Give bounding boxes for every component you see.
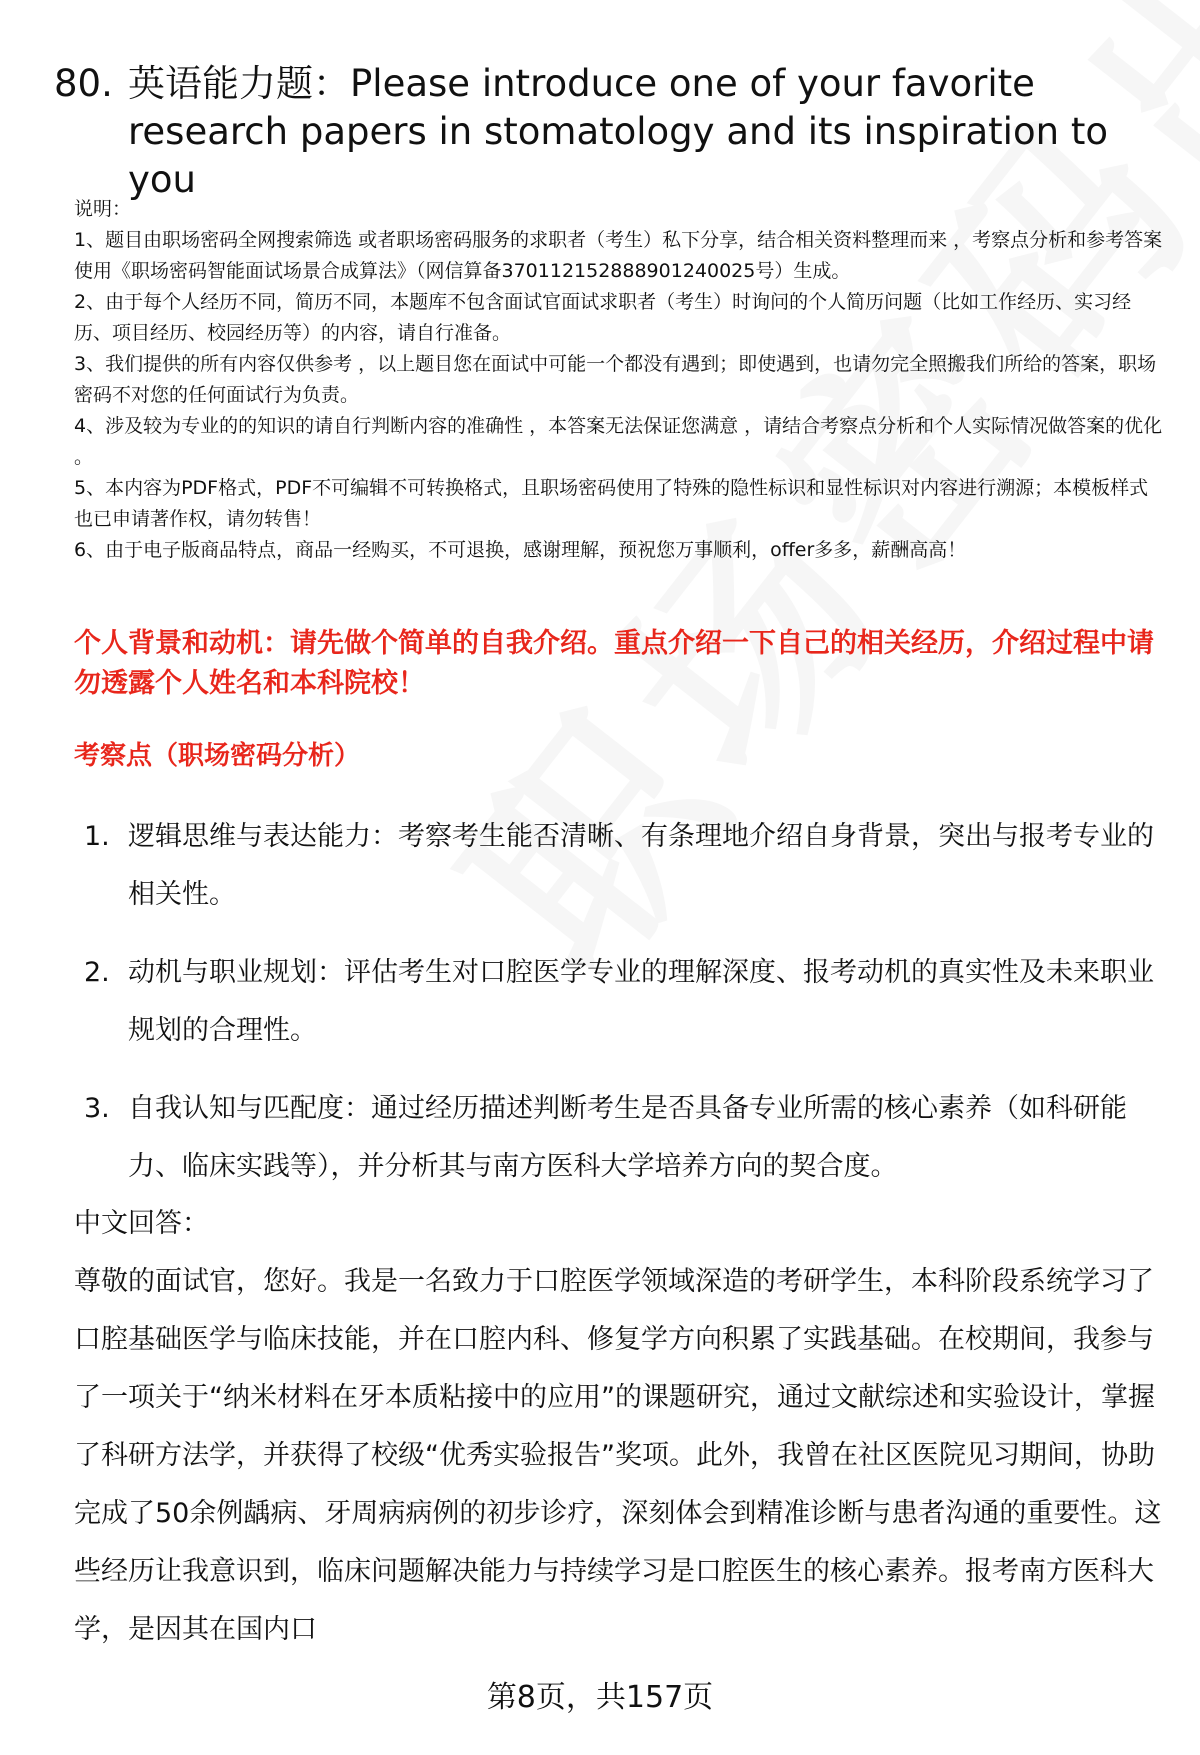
note-item: 3、我们提供的所有内容仅供参考 ，以上题目您在面试中可能一个都没有遇到；即使遇到，也请勿完全照搬我们所给的答案，职场密码不对您的任何面试行为负责。 [74,353,1157,406]
question-number: 80. [54,62,113,105]
background-heading: 个人背景和动机：请先做个简单的自我介绍。重点介绍一下自己的相关经历，介绍过程中请勿透露个人姓名和本科院校！ [74,628,1154,699]
note-item: 4、涉及较为专业的的知识的请自行判断内容的准确性 ，本答案无法保证您满意 ，请结合考察点分析和个人实际情况做答案的优化 。 [74,415,1163,468]
notes-block [74,194,1164,566]
list-item [84,944,1164,1060]
note-item: 2、由于每个人经历不同，简历不同，本题库不包含面试官面试求职者（考生）时询问的个人简历问题（比如工作经历、实习经历、项目经历、校园经历等）的内容，请自行准备。 [74,291,1132,344]
point-text: 动机与职业规划：评估考生对口腔医学专业的理解深度、报考动机的真实性及未来职业规划的合理性。 [128,957,1154,1046]
page-footer: 第8页，共157页 [486,1680,714,1715]
note-item: 5、本内容为PDF格式，PDF不可编辑不可转换格式，且职场密码使用了特殊的隐性标识和显性标识对内容进行溯源；本模板样式也已申请著作权，请勿转售！ [74,477,1149,530]
point-number: 3. [84,1093,110,1124]
point-number: 2. [84,957,110,988]
list-item [84,808,1164,924]
answer-body: 尊敬的面试官，您好。我是一名致力于口腔医学领域深造的考研学生，本科阶段系统学习了口腔基础医学与临床技能，并在口腔内科、修复学方向积累了实践基础。在校期间，我参与了一项关于“纳米材料在牙本质粘接中的应用”的课题研究，通过文献综述和实验设计，掌握了科研方法学，并获得了校级“优秀实验报告”奖项。此外，我曾在社区医院见习期间，协助完成了50余例龋病、牙周病病例的初步诊疗，深刻体会到精准诊断与患者沟通的重要性。这些经历让我意识到，临床问题解决能力与持续学习是口腔医生的核心素养。报考南方医科大学，是因其在国内口 [74,1266,1162,1645]
point-text: 自我认知与匹配度：通过经历描述判断考生是否具备专业所需的核心素养（如科研能力、临床实践等），并分析其与南方医科大学培养方向的契合度。 [128,1093,1127,1182]
point-text: 逻辑思维与表达能力：考察考生能否清晰、有条理地介绍自身背景，突出与报考专业的相关性。 [128,821,1154,910]
answer-label: 中文回答： [74,1208,209,1239]
assessment-points [84,808,1164,1216]
assessment-heading: 考察点（职场密码分析） [74,741,361,771]
list-item [84,1080,1164,1196]
question-title [54,60,1164,204]
question-text: 英语能力题：Please introduce one of your favorite research papers in stomatology and its inspiration to you [128,62,1108,201]
answer-section [74,1195,1164,1659]
note-item: 1、题目由职场密码全网搜索筛选 或者职场密码服务的求职者（考生）私下分享，结合相关资料整理而来 ，考察点分析和参考答案使用《职场密码智能面试场景合成算法》（网信算备370112152888901240025号）生成。 [74,229,1163,282]
note-item: 6、由于电子版商品特点，商品一经购买，不可退换，感谢理解，预祝您万事顺利，offer多多，薪酬高高！ [74,539,967,561]
point-number: 1. [84,821,110,852]
notes-heading: 说明： [74,198,132,220]
